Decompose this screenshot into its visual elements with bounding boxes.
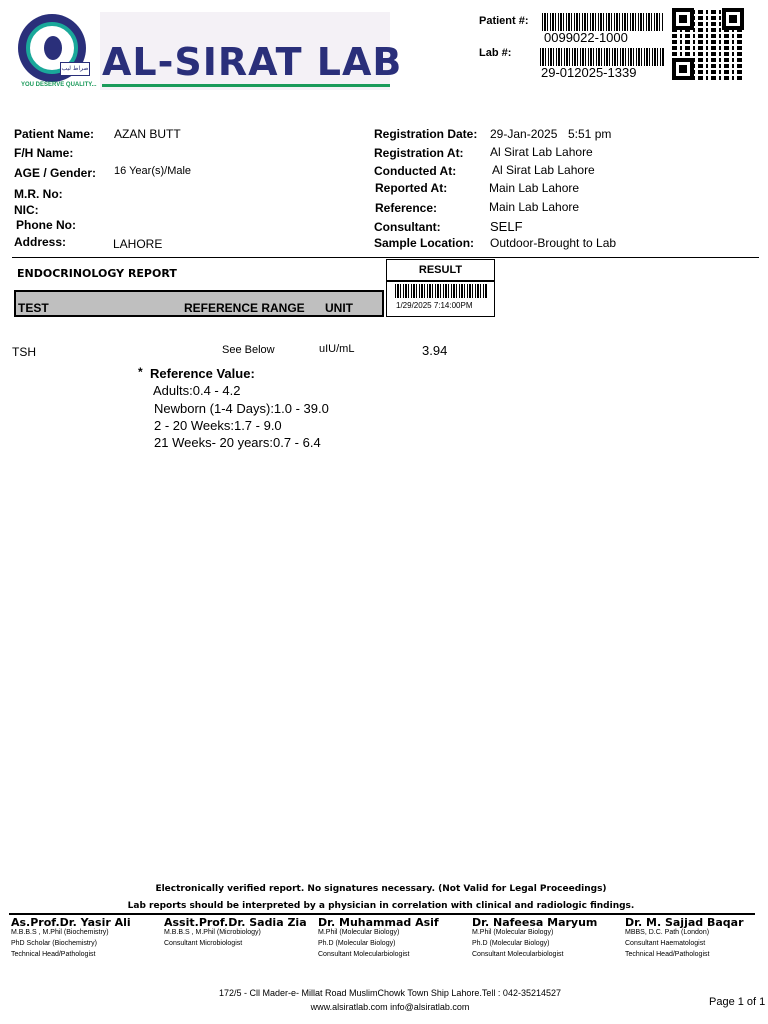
reference: Main Lab Lahore xyxy=(489,200,580,214)
doctor-card xyxy=(625,916,744,958)
patient-barcode-icon xyxy=(542,13,664,31)
result-datetime: 1/29/2025 7:14:00PM xyxy=(396,301,473,310)
address: LAHORE xyxy=(113,237,163,251)
phone-label: Phone No: xyxy=(16,218,76,232)
ref-line: Adults:0.4 - 4.2 xyxy=(153,383,241,398)
lab-address: 172/5 - Cll Mader-e- Millat Road MuslimChowk Town Ship Lahore.Tell : 042-35214527 xyxy=(218,988,561,998)
sample-location: Outdoor-Brought to Lab xyxy=(490,236,617,250)
ref-title: Reference Value: xyxy=(150,366,255,381)
doctor-card xyxy=(164,916,307,947)
ref-line: Newborn (1-4 Days):1.0 - 39.0 xyxy=(154,401,329,416)
doctor-qualification: M.Phil (Molecular Biology) xyxy=(318,929,400,936)
doctor-qualification: MBBS, D.C. Path (London) xyxy=(625,929,710,936)
lab-name: AL-SIRAT LAB xyxy=(102,40,403,84)
lab-no: 29-012025-1339 xyxy=(541,65,637,80)
ref-marker: * xyxy=(138,365,143,379)
address-label: Address: xyxy=(14,235,67,249)
registration-time: 5:51 pm xyxy=(568,127,612,141)
report-title: ENDOCRINOLOGY REPORT xyxy=(17,267,177,280)
lab-no-label: Lab #: xyxy=(479,47,512,59)
doctor-name: Dr. Nafeesa Maryum xyxy=(472,916,598,929)
mr-no-label: M.R. No: xyxy=(14,187,63,201)
ref-line: 21 Weeks- 20 years:0.7 - 6.4 xyxy=(154,435,321,450)
patient-no-label: Patient #: xyxy=(479,15,529,27)
doctor-name: Assit.Prof.Dr. Sadia Zia xyxy=(164,916,307,929)
test-name: TSH xyxy=(12,345,36,359)
conducted-at-label: Conducted At: xyxy=(374,164,457,178)
test-result: 3.94 xyxy=(422,343,448,358)
doctor-qualification: Consultant Haematologist xyxy=(625,940,706,947)
doctor-role: Technical Head/Pathologist xyxy=(625,951,710,958)
doctor-qualification: PhD Scholar (Biochemistry) xyxy=(11,940,97,947)
registration-at-label: Registration At: xyxy=(374,146,464,160)
col-result: RESULT xyxy=(386,259,495,281)
doctor-qualification: Ph.D (Molecular Biology) xyxy=(318,940,396,947)
test-unit: uIU/mL xyxy=(319,343,355,355)
doctor-qualification: M.Phil (Molecular Biology) xyxy=(472,929,554,936)
lab-barcode-icon xyxy=(540,48,664,66)
doctor-name: Dr. M. Sajjad Baqar xyxy=(625,916,744,929)
dna-icon xyxy=(44,36,62,60)
patient-name: AZAN BUTT xyxy=(114,127,181,141)
conducted-at: Al Sirat Lab Lahore xyxy=(492,163,595,177)
age-gender-label: AGE / Gender: xyxy=(14,166,97,180)
verified-note: Electronically verified report. No signatures necessary. (Not Valid for Legal Proceedings) xyxy=(155,884,607,894)
col-test: TEST xyxy=(18,301,49,315)
registration-at: Al Sirat Lab Lahore xyxy=(490,145,593,159)
info-divider xyxy=(12,257,759,258)
doctor-qualification: M.B.B.S , M.Phil (Biochemistry) xyxy=(11,929,109,936)
doctor-name: As.Prof.Dr. Yasir Ali xyxy=(11,916,131,929)
reported-at: Main Lab Lahore xyxy=(489,181,580,195)
sample-location-label: Sample Location: xyxy=(374,236,475,250)
doctor-card xyxy=(472,916,597,958)
lab-contact: www.alsiratlab.com info@alsiratlab.com xyxy=(310,1002,470,1012)
result-barcode-icon xyxy=(395,284,487,298)
doctor-qualification: Ph.D (Molecular Biology) xyxy=(472,940,550,947)
col-reference-range: REFERENCE RANGE xyxy=(184,301,305,315)
doctor-role: Consultant Microbiologist xyxy=(164,940,243,947)
doctor-role: Consultant Molecularbiologist xyxy=(472,951,564,958)
patient-name-label: Patient Name: xyxy=(14,127,95,141)
ref-line: 2 - 20 Weeks:1.7 - 9.0 xyxy=(154,418,282,433)
doctor-role: Technical Head/Pathologist xyxy=(11,951,96,958)
age-gender: 16 Year(s)/Male xyxy=(114,165,192,177)
doctor-card xyxy=(11,916,131,958)
brand-underline xyxy=(102,84,390,87)
fh-name-label: F/H Name: xyxy=(14,146,74,160)
test-reference-range: See Below xyxy=(222,344,275,356)
result-date-box xyxy=(386,281,495,317)
nic-label: NIC: xyxy=(14,203,39,217)
logo-urdu-tag: صراط لیب xyxy=(60,62,90,76)
patient-no: 0099022-1000 xyxy=(544,30,628,45)
page-number: Page 1 of 1 xyxy=(709,996,766,1008)
consultant-label: Consultant: xyxy=(374,220,441,234)
registration-date-label: Registration Date: xyxy=(374,127,478,141)
table-header xyxy=(14,290,384,317)
consultant: SELF xyxy=(490,219,523,234)
registration-date: 29-Jan-2025 xyxy=(490,127,558,141)
footer-divider xyxy=(9,913,755,915)
lab-slogan: YOU DESERVE QUALITY... xyxy=(21,82,97,88)
doctor-role: Consultant Molecularbiologist xyxy=(318,951,410,958)
interpret-note: Lab reports should be interpreted by a physician in correlation with clinical and radiologic findings. xyxy=(127,901,635,911)
reference-label: Reference: xyxy=(375,201,438,215)
col-unit: UNIT xyxy=(325,301,353,315)
doctor-name: Dr. Muhammad Asif xyxy=(318,916,439,929)
reported-at-label: Reported At: xyxy=(375,181,448,195)
doctor-card xyxy=(318,916,439,958)
doctor-qualification: M.B.B.S , M.Phil (Microbiology) xyxy=(164,929,261,936)
